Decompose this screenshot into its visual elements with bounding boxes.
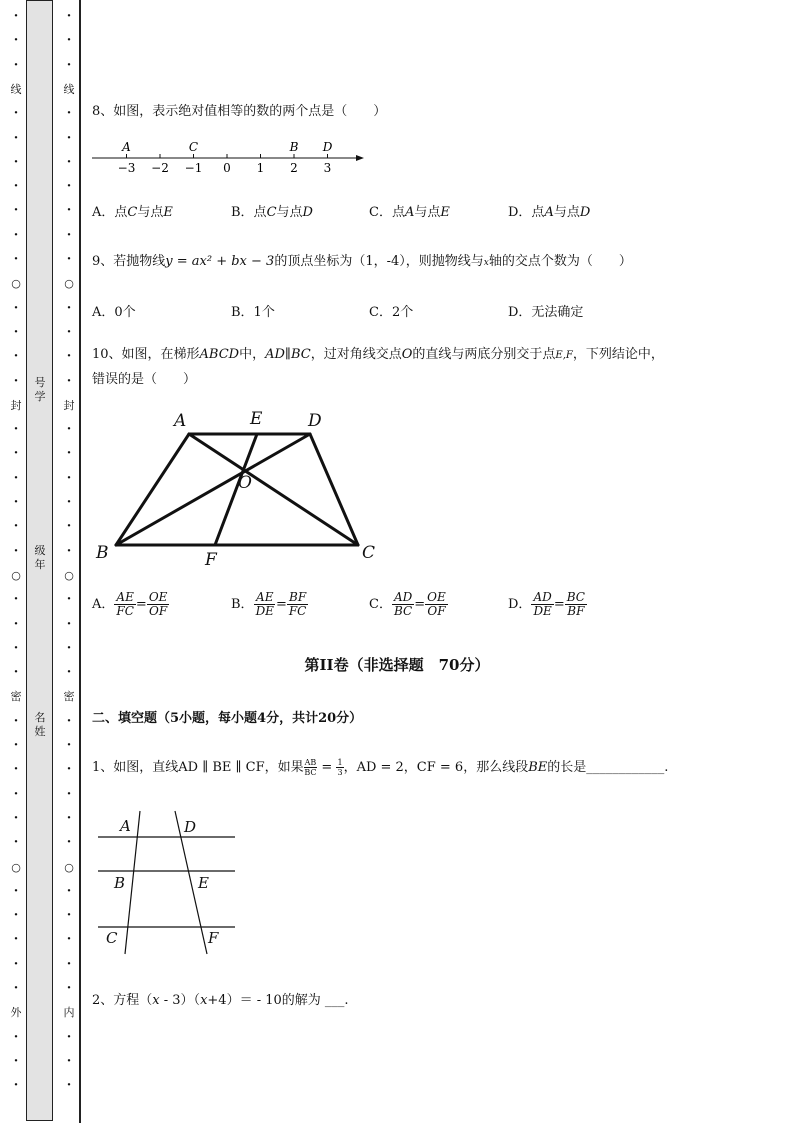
right-dot: · bbox=[66, 665, 72, 681]
label-a: A bbox=[174, 411, 187, 431]
point-label-b: B bbox=[289, 140, 299, 154]
right-dot: · bbox=[66, 9, 72, 24]
tick-label: −2 bbox=[151, 161, 169, 175]
left-dot: · bbox=[13, 786, 19, 802]
q9-stem: 9、若抛物线y = ax² + bx − 3的顶点坐标为（1，-4），则抛物线与x轴的交点个数为（ ） bbox=[92, 254, 632, 269]
tick-label: 1 bbox=[256, 161, 265, 175]
right-dot: · bbox=[66, 130, 72, 146]
right-dot: · bbox=[66, 252, 72, 267]
right-dot: · bbox=[66, 519, 72, 535]
left-dot: · bbox=[13, 835, 19, 851]
tick-label: 0 bbox=[223, 161, 231, 175]
label-f: F bbox=[205, 550, 217, 570]
segment-ab bbox=[116, 434, 189, 545]
q10-option-a[interactable]: A． $\frac{AE}{FC}$ = $\frac{OE}{OF}$ bbox=[92, 590, 168, 618]
left-dot: · bbox=[13, 33, 19, 49]
binding-rule bbox=[79, 0, 81, 1123]
left-dot: · bbox=[13, 932, 19, 948]
right-marker-0: 线 bbox=[63, 82, 75, 96]
left-dot: · bbox=[13, 203, 19, 219]
label-b: B bbox=[96, 543, 109, 563]
side-label-grade: 级年 bbox=[34, 544, 46, 571]
label-f: F bbox=[208, 929, 219, 947]
right-dot: · bbox=[66, 203, 72, 219]
fill2-stem: 2、方程（x - 3）（x+4）＝ - 10的解为 ___. bbox=[92, 993, 349, 1008]
label-c: C bbox=[362, 543, 376, 563]
tick-label: 2 bbox=[290, 161, 298, 175]
side-label-student-id: 号学 bbox=[34, 376, 46, 403]
right-dot: · bbox=[66, 349, 72, 365]
point-label-c: C bbox=[188, 140, 199, 154]
left-dot: · bbox=[13, 349, 19, 365]
label-a: A bbox=[120, 817, 131, 835]
left-marker-4: 密 bbox=[10, 690, 22, 704]
right-dot: · bbox=[66, 470, 72, 486]
q10-option-b[interactable]: B． $\frac{AE}{DE}$ = $\frac{BF}{FC}$ bbox=[231, 590, 307, 618]
q9-option-c[interactable]: C．2个 bbox=[369, 305, 414, 320]
left-dot: · bbox=[13, 908, 19, 924]
left-marker-2: 封 bbox=[10, 398, 22, 412]
left-marker-1: ○ bbox=[11, 277, 21, 291]
side-label-name: 名姓 bbox=[34, 711, 46, 738]
q8-number-line bbox=[90, 138, 370, 180]
q10-trapezoid-figure bbox=[90, 404, 390, 574]
left-marker-6: 外 bbox=[10, 1006, 22, 1020]
left-dot: · bbox=[13, 154, 19, 170]
label-e: E bbox=[198, 874, 209, 892]
left-dot: · bbox=[13, 1053, 19, 1069]
left-dot: · bbox=[13, 981, 19, 996]
left-dot: · bbox=[13, 665, 19, 681]
fill-blank-section-heading: 二、填空题（5小题，每小题4分，共计20分） bbox=[92, 711, 363, 726]
q8-option-a[interactable]: A．点C与点E bbox=[92, 205, 173, 220]
left-dot: · bbox=[13, 1029, 19, 1045]
left-dot: · bbox=[13, 810, 19, 826]
left-dot: · bbox=[13, 57, 19, 73]
right-marker-5: ○ bbox=[64, 860, 74, 874]
q9-option-a[interactable]: A．0个 bbox=[92, 305, 136, 320]
right-dot: · bbox=[66, 543, 72, 559]
left-dot: · bbox=[13, 1078, 19, 1094]
right-dot: · bbox=[66, 956, 72, 972]
left-marker-5: ○ bbox=[11, 860, 21, 874]
right-dot: · bbox=[66, 57, 72, 73]
left-dot: · bbox=[13, 252, 19, 267]
tick-label: −1 bbox=[184, 161, 203, 175]
right-marker-3: ○ bbox=[64, 568, 74, 582]
left-dot: · bbox=[13, 543, 19, 559]
part2-title: 第II卷（非选择题 70分） bbox=[304, 656, 490, 674]
right-dot: · bbox=[66, 495, 72, 510]
right-dot: · bbox=[66, 981, 72, 996]
q10-option-d[interactable]: D． $\frac{AD}{DE}$ = $\frac{BC}{BF}$ bbox=[508, 590, 585, 618]
left-dot: · bbox=[13, 592, 19, 608]
right-dot: · bbox=[66, 179, 72, 195]
q8-option-d[interactable]: D．点A与点D bbox=[508, 205, 591, 220]
tick-label: −3 bbox=[117, 161, 136, 175]
left-dot: · bbox=[13, 130, 19, 146]
left-dot: · bbox=[13, 713, 19, 729]
left-dot: · bbox=[13, 422, 19, 438]
left-dot: · bbox=[13, 738, 19, 753]
right-dot: · bbox=[66, 33, 72, 49]
left-dot: · bbox=[13, 956, 19, 972]
right-marker-1: ○ bbox=[64, 277, 74, 291]
right-dot: · bbox=[66, 932, 72, 948]
q8-option-b[interactable]: B．点C与点D bbox=[231, 205, 313, 220]
right-marker-6: 内 bbox=[63, 1006, 75, 1020]
right-dot: · bbox=[66, 592, 72, 608]
right-dot: · bbox=[66, 713, 72, 729]
label-c: C bbox=[106, 929, 118, 947]
left-dot: · bbox=[13, 446, 19, 462]
left-dot: · bbox=[13, 762, 19, 778]
q10-stem-line2: 错误的是（ ） bbox=[92, 372, 197, 387]
right-dot: · bbox=[66, 324, 72, 340]
label-d: D bbox=[184, 818, 197, 836]
right-marker-4: 密 bbox=[63, 690, 75, 704]
q9-formula: y = ax² + bx − 3 bbox=[165, 254, 275, 269]
q9-option-d[interactable]: D．无法确定 bbox=[508, 305, 584, 320]
label-e: E bbox=[250, 409, 263, 429]
left-dot: · bbox=[13, 106, 19, 122]
right-dot: · bbox=[66, 300, 72, 316]
right-dot: · bbox=[66, 227, 72, 243]
point-label-d: D bbox=[322, 140, 333, 154]
label-d: D bbox=[308, 411, 322, 431]
right-dot: · bbox=[66, 1078, 72, 1094]
left-dot: · bbox=[13, 519, 19, 535]
fill1-parallel-lines-figure bbox=[94, 808, 244, 958]
left-dot: · bbox=[13, 883, 19, 899]
q10-stem-line1: 10、如图，在梯形ABCD中，AD∥BC，过对角线交点O的直线与两底分别交于点E,F，下列结论中， bbox=[92, 347, 664, 362]
right-dot: · bbox=[66, 446, 72, 462]
fill1-stem: 1、如图，直线AD ∥ BE ∥ CF，如果 $\frac{AB}{BC}$ = $\frac{1}{3}$ ，AD = 2，CF = 6，那么线段BE的长是____________. bbox=[92, 758, 669, 777]
point-label-a: A bbox=[122, 140, 131, 154]
right-dot: · bbox=[66, 640, 72, 656]
right-dot: · bbox=[66, 810, 72, 826]
left-dot: · bbox=[13, 616, 19, 632]
q9-option-b[interactable]: B．1个 bbox=[231, 305, 275, 320]
label-o: O bbox=[238, 473, 252, 493]
left-dot: · bbox=[13, 179, 19, 195]
right-dot: · bbox=[66, 786, 72, 802]
number-line-arrow bbox=[356, 155, 364, 161]
label-b: B bbox=[114, 874, 126, 892]
left-dot: · bbox=[13, 373, 19, 389]
tick-label: 3 bbox=[323, 161, 332, 175]
right-dot: · bbox=[66, 106, 72, 122]
left-dot: · bbox=[13, 324, 19, 340]
right-dot: · bbox=[66, 1053, 72, 1069]
left-dot: · bbox=[13, 495, 19, 510]
left-dot: · bbox=[13, 640, 19, 656]
q8-stem: 8、如图，表示绝对值相等的数的两个点是（ ） bbox=[92, 104, 387, 119]
right-dot: · bbox=[66, 373, 72, 389]
left-dot: · bbox=[13, 470, 19, 486]
left-dot: · bbox=[13, 300, 19, 316]
left-marker-0: 线 bbox=[10, 82, 22, 96]
right-dot: · bbox=[66, 1029, 72, 1045]
right-dot: · bbox=[66, 422, 72, 438]
q8-option-c[interactable]: C．点A与点E bbox=[369, 205, 450, 220]
right-dot: · bbox=[66, 616, 72, 632]
right-marker-2: 封 bbox=[63, 398, 75, 412]
right-dot: · bbox=[66, 154, 72, 170]
right-dot: · bbox=[66, 738, 72, 753]
left-marker-3: ○ bbox=[11, 568, 21, 582]
right-dot: · bbox=[66, 883, 72, 899]
q10-option-c[interactable]: C． $\frac{AD}{BC}$ = $\frac{OE}{OF}$ bbox=[369, 590, 446, 618]
right-dot: · bbox=[66, 762, 72, 778]
right-dot: · bbox=[66, 835, 72, 851]
left-dot: · bbox=[13, 227, 19, 243]
right-dot: · bbox=[66, 908, 72, 924]
left-dot: · bbox=[13, 9, 19, 24]
